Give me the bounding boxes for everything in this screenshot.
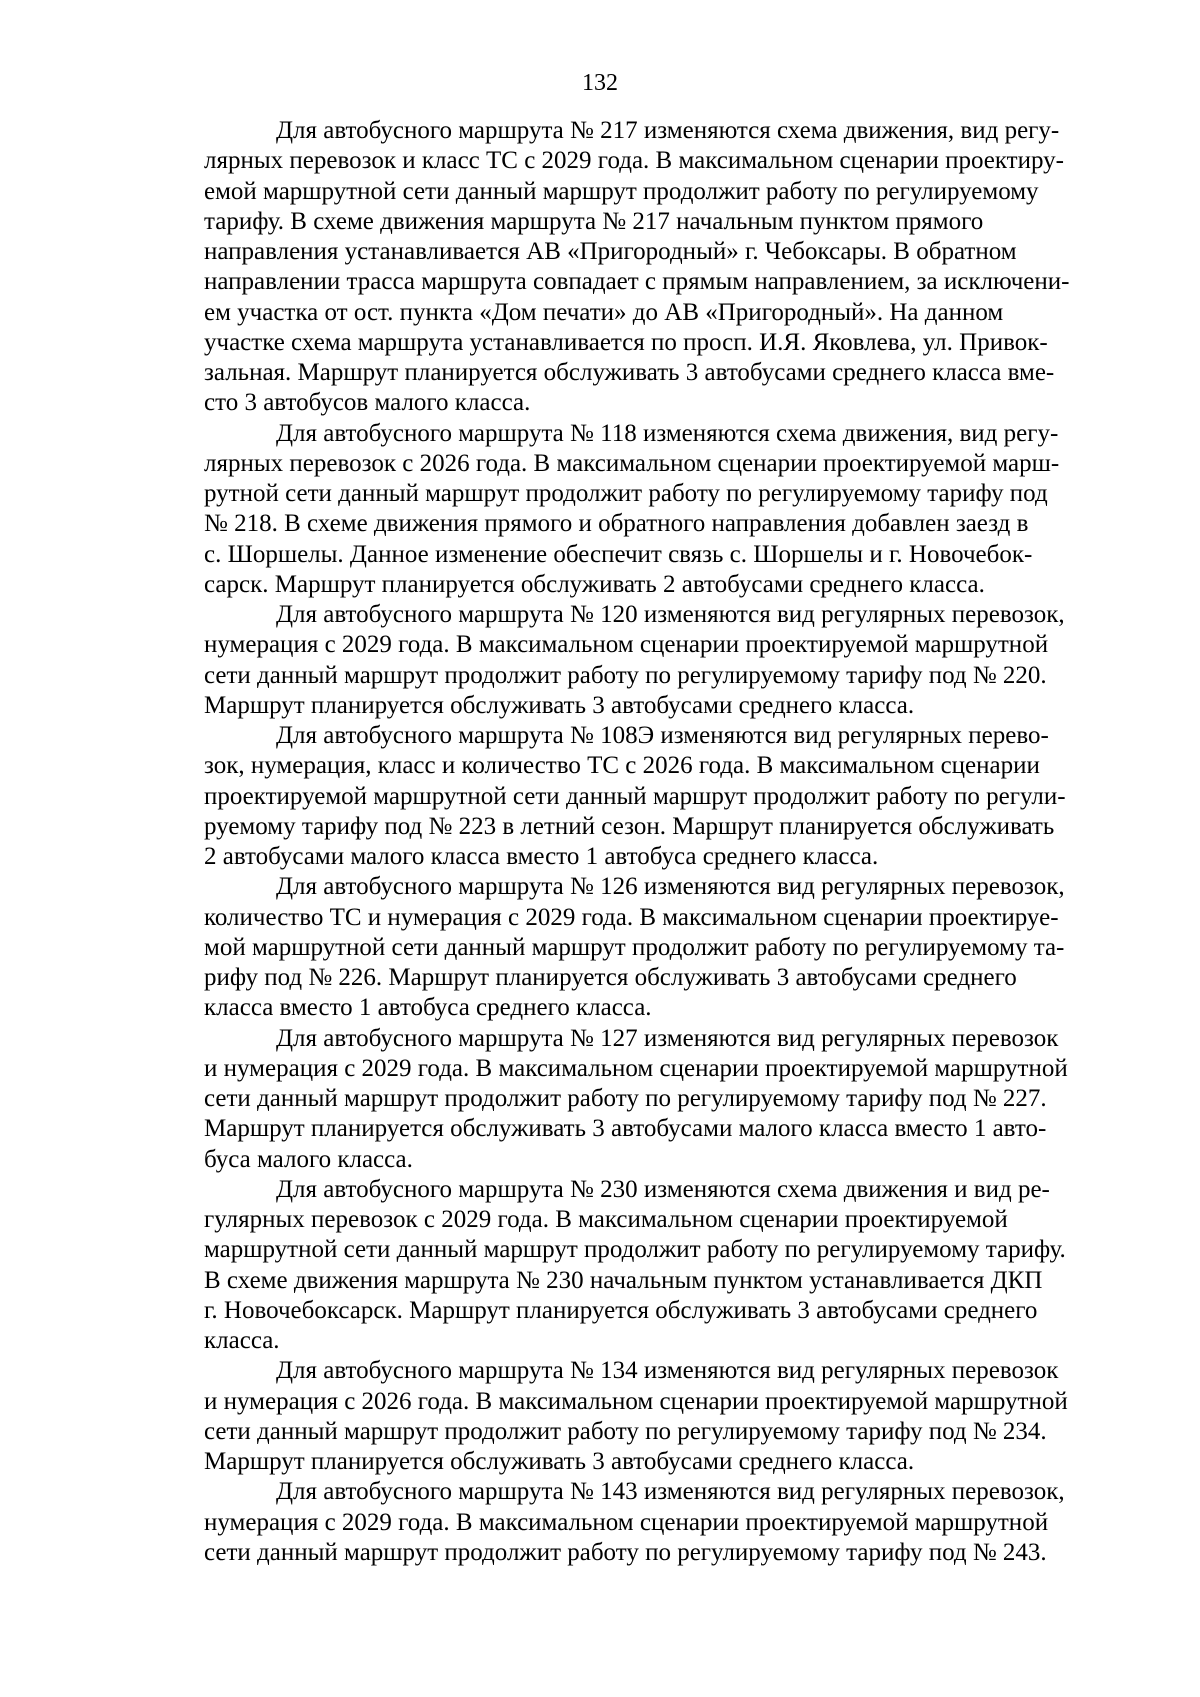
page-number: 132 [582, 70, 618, 96]
paragraph-route-230: Для автобусного маршрута № 230 изменяются схема движения и вид ре- гулярных перевозок с 2029 года. В максимальном сценарии проектируемой маршрутной сети данный маршрут продолжит работу по регулируемому тарифу. В схеме движения маршрута № 230 начальным пунктом устанавливается ДКП г. Новочебоксарск. Маршрут планируется обслуживать 3 автобусами среднего класса. [204, 1175, 1066, 1354]
paragraph-route-120: Для автобусного маршрута № 120 изменяются вид регулярных перевозок, нумерация с 2029 года. В максимальном сценарии проектируемой маршрутной сети данный маршрут продолжит работу по регулируемому тарифу под № 220. Маршрут планируется обслуживать 3 автобусами среднего класса. [204, 601, 1065, 719]
paragraph-route-134: Для автобусного маршрута № 134 изменяются вид регулярных перевозок и нумерация с 2026 года. В максимальном сценарии проектируемой маршрутной сети данный маршрут продолжит работу по регулируемому тарифу под № 234. Маршрут планируется обслуживать 3 автобусами среднего класса. [204, 1357, 1068, 1475]
paragraph-route-126: Для автобусного маршрута № 126 изменяются вид регулярных перевозок, количество ТС и нумерация с 2029 года. В максимальном сценарии проектируе- мой маршрутной сети данный маршрут продолжит работу по регулируемому та- рифу под № 226. Маршрут планируется обслуживать 3 автобусами среднего класса вместо 1 автобуса среднего класса. [204, 873, 1065, 1022]
paragraph-route-108e: Для автобусного маршрута № 108Э изменяются вид регулярных перево- зок, нумерация, класс и количество ТС с 2026 года. В максимальном сценарии проектируемой маршрутной сети данный маршрут продолжит работу по регули- руемому тарифу под № 223 в летний сезон. Маршрут планируется обслуживать 2 автобусами малого класса вместо 1 автобуса среднего класса. [204, 722, 1066, 870]
paragraph-route-217: Для автобусного маршрута № 217 изменяются схема движения, вид регу- лярных перевозок и класс ТС с 2029 года. В максимальном сценарии проектиру- емой маршрутной сети данный маршрут продолжит работу по регулируемому тарифу. В схеме движения маршрута № 217 начальным пунктом прямого направления устанавливается АВ «Пригородный» г. Чебоксары. В обратном направлении трасса маршрута совпадает с прямым направлением, за исключени- ем участка от ост. пункта «Дом печати» до АВ «Пригородный». На данном участке схема маршрута устанавливается по просп. И.Я. Яковлева, ул. Привок- зальная. Маршрут планируется обслуживать 3 автобусами среднего класса вме- сто 3 автобусов малого класса. [204, 117, 1070, 417]
paragraph-route-118: Для автобусного маршрута № 118 изменяются схема движения, вид регу- лярных перевозок с 2026 года. В максимальном сценарии проектируемой марш- рутной сети данный маршрут продолжит работу по регулируемому тарифу под № 218. В схеме движения прямого и обратного направления добавлен заезд в с. Шоршелы. Данное изменение обеспечит связь с. Шоршелы и г. Новочебок- сарск. Маршрут планируется обслуживать 2 автобусами среднего класса. [204, 419, 1060, 598]
paragraph-route-143: Для автобусного маршрута № 143 изменяются вид регулярных перевозок, нумерация с 2029 года. В максимальном сценарии проектируемой маршрутной сети данный маршрут продолжит работу по регулируемому тарифу под № 243. [204, 1478, 1065, 1566]
body-text [204, 116, 1128, 1568]
paragraph-route-127: Для автобусного маршрута № 127 изменяются вид регулярных перевозок и нумерация с 2029 года. В максимальном сценарии проектируемой маршрутной сети данный маршрут продолжит работу по регулируемому тарифу под № 227. Маршрут планируется обслуживать 3 автобусами малого класса вместо 1 авто- буса малого класса. [204, 1024, 1068, 1173]
